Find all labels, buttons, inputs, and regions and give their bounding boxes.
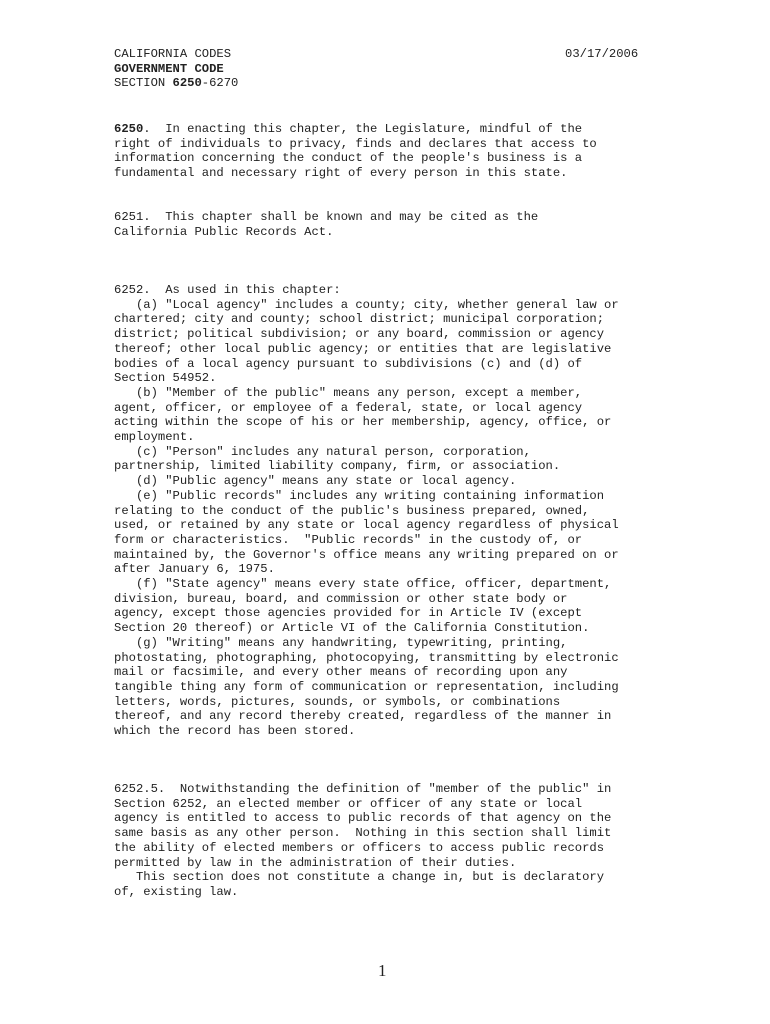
document-header	[114, 47, 238, 91]
text-line: (d) "Public agency" means any state or local agency.	[114, 474, 517, 489]
text-line: Section 6252, an elected member or officer of any state or local	[114, 796, 583, 811]
document-date: 03/17/2006	[565, 47, 639, 61]
text-line: (g) "Writing" means any handwriting, typewriting, printing,	[114, 635, 568, 650]
text-line: form or characteristics. "Public records" in the custody of, or	[114, 532, 583, 547]
text-line: district; political subdivision; or any board, commission or agency	[114, 327, 605, 342]
text-line: division, bureau, board, and commission or other state body or	[114, 591, 568, 606]
text-line: used, or retained by any state or local agency regardless of physical	[114, 518, 619, 533]
text-line: (a) "Local agency" includes a county; city, whether general law or	[114, 297, 619, 312]
section-6252	[114, 283, 619, 739]
text-line: agency is entitled to access to public records of that agency on the	[114, 811, 612, 826]
section-6251	[114, 210, 538, 239]
text-line: photostating, photographing, photocopying, transmitting by electronic	[114, 650, 619, 665]
text-line: (c) "Person" includes any natural person, corporation,	[114, 444, 531, 459]
text-line: right of individuals to privacy, finds and declares that access to	[114, 136, 597, 151]
section-6250-first-line: 6250. In enacting this chapter, the Legislature, mindful of the	[114, 122, 583, 136]
section-6250	[114, 122, 597, 181]
text-line: information concerning the conduct of the people's business is a	[114, 151, 583, 166]
text-line: thereof; other local public agency; or entities that are legislative	[114, 341, 612, 356]
text-line: partnership, limited liability company, firm, or association.	[114, 459, 561, 474]
section-label: SECTION	[114, 76, 173, 91]
text-line: the ability of elected members or officers to access public records	[114, 840, 605, 855]
text-line: letters, words, pictures, sounds, or symbols, or combinations	[114, 694, 561, 709]
text-line: 6251. This chapter shall be known and may be cited as the	[114, 210, 539, 224]
text-line: (e) "Public records" includes any writing containing information	[114, 488, 605, 503]
section-6250-number: 6250	[114, 122, 144, 136]
text-line: bodies of a local agency pursuant to subdivisions (c) and (d) of	[114, 356, 583, 371]
text-line: agency, except those agencies provided for in Article IV (except	[114, 606, 583, 621]
code-name: GOVERNMENT CODE	[114, 61, 224, 76]
text-line: This section does not constitute a change in, but is declaratory	[114, 870, 605, 885]
text-line: of, existing law.	[114, 884, 239, 899]
text-line: permitted by law in the administration of their duties.	[114, 855, 517, 870]
text-line: (b) "Member of the public" means any person, except a member,	[114, 385, 583, 400]
text-line: thereof, and any record thereby created, regardless of the manner in	[114, 709, 612, 724]
text-line: employment.	[114, 430, 195, 445]
text-line: Section 20 thereof) or Article VI of the California Constitution.	[114, 621, 590, 636]
text-line: chartered; city and county; school district; municipal corporation;	[114, 312, 605, 327]
section-range	[114, 76, 238, 91]
text-line: California Public Records Act.	[114, 224, 334, 239]
text-line: maintained by, the Governor's office means any writing prepared on or	[114, 547, 619, 562]
text-line: acting within the scope of his or her membership, agency, office, or	[114, 415, 612, 430]
text-line: relating to the conduct of the public's business prepared, owned,	[114, 503, 590, 518]
text-line: Section 54952.	[114, 371, 217, 386]
text-line: same basis as any other person. Nothing in this section shall limit	[114, 826, 612, 841]
section-start: 6250	[172, 76, 202, 91]
text-line: after January 6, 1975.	[114, 562, 275, 577]
text-line: which the record has been stored.	[114, 724, 356, 739]
text-line: agent, officer, or employee of a federal, state, or local agency	[114, 400, 583, 415]
codes-title: CALIFORNIA CODES	[114, 47, 232, 61]
section-end: -6270	[201, 76, 239, 91]
section-6252-5	[114, 782, 611, 900]
text-line: (f) "State agency" means every state office, officer, department,	[114, 577, 612, 592]
text-line: fundamental and necessary right of every person in this state.	[114, 166, 568, 181]
text-line: mail or facsimile, and every other means of recording upon any	[114, 665, 568, 680]
text-line: 6252.5. Notwithstanding the definition of "member of the public" in	[114, 782, 612, 796]
page-number: 1	[378, 961, 387, 980]
text-line: 6252. As used in this chapter:	[114, 283, 341, 297]
text-line: tangible thing any form of communication or representation, including	[114, 679, 619, 694]
